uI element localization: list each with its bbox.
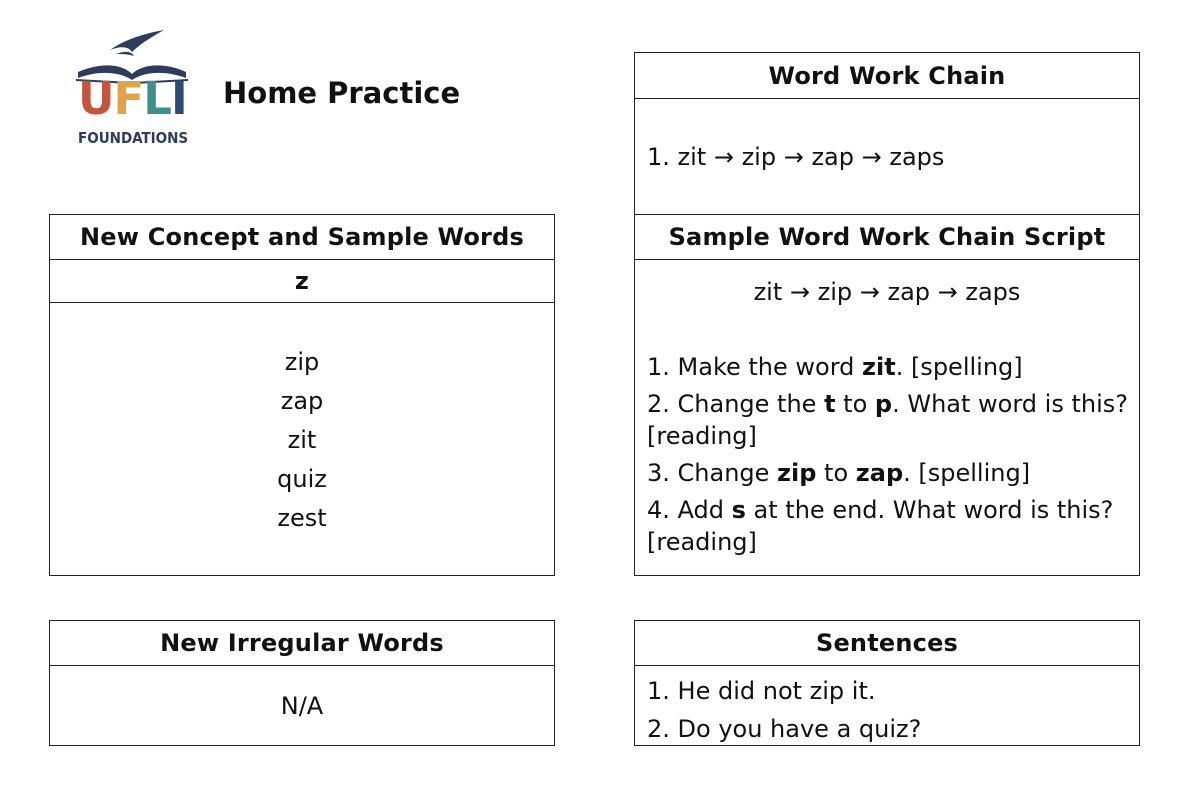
- sample-words-list: [50, 303, 554, 538]
- chain-heading: Word Work Chain: [635, 53, 1139, 99]
- page-title: Home Practice: [223, 76, 461, 110]
- script-text: . [spelling]: [895, 353, 1023, 381]
- script-text: 3. Change: [647, 459, 778, 487]
- logo-letter-u: U: [78, 72, 114, 125]
- script-text: at the end. What word is this? [reading]: [647, 496, 1114, 556]
- script-box: [634, 214, 1140, 576]
- script-steps: [635, 318, 1139, 558]
- sample-word: zest: [277, 504, 327, 532]
- script-text: to: [816, 459, 856, 487]
- script-heading: Sample Word Work Chain Script: [635, 215, 1139, 260]
- sentences-box: [634, 620, 1140, 746]
- concept-box: [49, 214, 555, 576]
- irregular-value: N/A: [280, 692, 324, 720]
- chain-list: [635, 99, 1139, 173]
- script-text: 4. Add: [647, 496, 732, 524]
- script-text: . [spelling]: [903, 459, 1031, 487]
- script-step: [647, 494, 1129, 558]
- sample-word: zap: [280, 387, 324, 415]
- script-bold-text: zap: [855, 459, 904, 487]
- script-text: 1. Make the word: [647, 353, 863, 381]
- script-step: [647, 457, 1129, 489]
- script-text: to: [835, 390, 875, 418]
- logo-letter-i: I: [170, 72, 187, 125]
- concept-grapheme: z: [50, 260, 554, 303]
- logo-letter-f: F: [113, 72, 144, 125]
- script-text: . What word is this? [reading]: [647, 390, 1128, 450]
- chain-box: [634, 52, 1140, 216]
- script-bold-text: p: [874, 390, 893, 418]
- sentences-list: [635, 666, 1139, 748]
- script-step: [647, 388, 1129, 452]
- irregular-heading: New Irregular Words: [50, 621, 554, 666]
- chain-item: 1. zit → zip → zap → zaps: [647, 143, 945, 171]
- irregular-box: [49, 620, 555, 746]
- script-chain: zit → zip → zap → zaps: [753, 278, 1021, 306]
- sample-word: quiz: [277, 465, 327, 493]
- logo-subtitle: FOUNDATIONS: [78, 129, 189, 147]
- sentence-item: 1. He did not zip it.: [647, 677, 876, 705]
- script-bold-text: s: [731, 496, 746, 524]
- script-step: [647, 351, 1129, 383]
- logo-letter-l: L: [143, 72, 171, 125]
- sample-word: zip: [284, 348, 320, 376]
- script-bold-text: t: [824, 390, 836, 418]
- logo-letters: [78, 72, 187, 125]
- sentences-heading: Sentences: [635, 621, 1139, 666]
- sentence-item: 2. Do you have a quiz?: [647, 715, 922, 743]
- sample-word: zit: [287, 426, 317, 454]
- concept-heading: New Concept and Sample Words: [50, 215, 554, 260]
- script-bold-text: zit: [862, 353, 896, 381]
- script-text: 2. Change the: [647, 390, 825, 418]
- script-bold-text: zip: [777, 459, 817, 487]
- ufli-logo: [72, 28, 192, 153]
